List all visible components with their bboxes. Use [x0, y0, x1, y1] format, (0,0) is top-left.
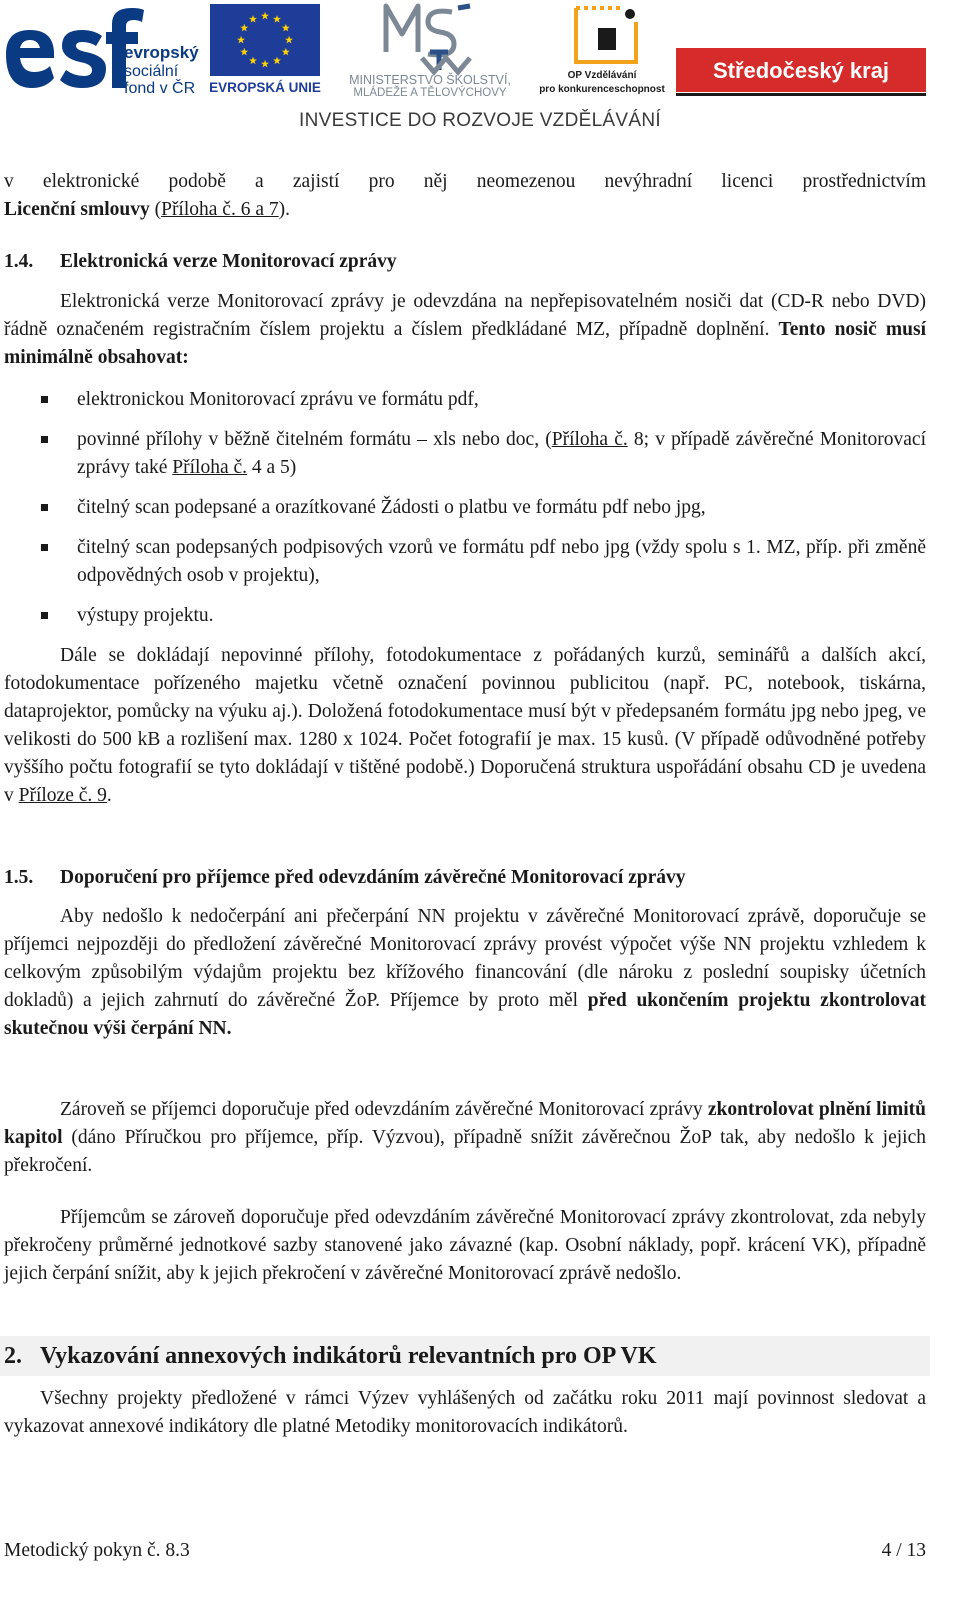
- msmt-label-2: MLÁDEŽE A TĚLOVÝCHOVY: [353, 87, 507, 98]
- section-1-5-number: 1.5.: [4, 867, 34, 888]
- photo-doc-tail: .: [106, 785, 112, 806]
- list-item-text: čitelný scan podepsaných podpisových vzorů ve formátu pdf nebo jpg (vždy spolu s 1. MZ, příp. při změně odpovědných osob v projektu),: [77, 537, 926, 586]
- bullet-square-icon: [41, 396, 48, 403]
- eu-label: EVROPSKÁ UNIE: [209, 80, 321, 95]
- op-vk-label-2: pro konkurenceschopnost: [539, 84, 665, 95]
- section-2-title: Vykazování annexových indikátorů relevantních pro OP VK: [40, 1343, 657, 1369]
- bullet-square-icon: [41, 504, 48, 511]
- list-item-text: povinné přílohy v běžně čitelném formátu – xls nebo doc, (: [77, 429, 552, 450]
- eu-flag-logo: [208, 0, 323, 98]
- intro-paragraph: [4, 168, 926, 224]
- section-1-4-paragraph-2: [4, 642, 926, 810]
- list-item: [4, 386, 926, 414]
- esf-label-3: fond v ČR: [124, 80, 196, 97]
- section-1-4-body: [4, 288, 926, 372]
- page-number: 4 / 13: [881, 1540, 926, 1561]
- photo-doc-text: Dále se dokládají nepovinné přílohy, fotodokumentace z pořádaných kurzů, seminářů a dalších akcí, fotodokumentace pořízeného majetku včetně označení povinnou publicitou (např. PC, notebook, tiskárna, dataprojektor, pomůcky na výuku aj.). Doložená fotodokumentace musí být v předepsaném formátu jpg nebo jpeg, ve velikosti do 500 kB a rozlišení max. 1280 x 1024. Počet fotografií je max. 15 kusů. (V případě odůvodněné potřeby vyššího počtu fotografií se tyto dokládají v tištěné podobě.) Doporučená struktura uspořádání obsahu CD je uvedena v: [4, 645, 926, 806]
- op-vk-logo: [538, 0, 666, 98]
- op-vk-emblem: [598, 28, 616, 50]
- section-1-4-title: Elektronická verze Monitorovací zprávy: [60, 251, 397, 272]
- licence-bold: Licenční smlouvy: [4, 199, 150, 220]
- list-item-text-mid: 8; v případě závěrečné Monitorovací zprávy také: [77, 429, 926, 478]
- list-item: [4, 426, 926, 482]
- list-item-text: čitelný scan podepsané a orazítkované Žádosti o platbu ve formátu pdf nebo jpg,: [77, 497, 706, 518]
- section-1-5-paragraph-2: [4, 1096, 926, 1180]
- attachment-link-8[interactable]: Příloha č.: [551, 429, 628, 450]
- section-1-5-heading: [4, 864, 926, 892]
- limits-tail: (dáno Příručkou pro příjemce, příp. Výzvou), případně snížit závěrečnou ŽoP tak, aby nedošlo k jejich překročení.: [4, 1127, 926, 1176]
- op-vk-dot-icon: [625, 9, 635, 19]
- kraj-label: Středočeský kraj: [712, 58, 890, 83]
- section-1-4-paragraph: [4, 288, 926, 372]
- limits-text: Zároveň se příjemci doporučuje před odevzdáním závěrečné Monitorovací zprávy: [60, 1099, 708, 1120]
- list-item: [4, 534, 926, 590]
- footer-document-title: Metodický pokyn č. 8.3: [4, 1540, 190, 1561]
- esf-label-1: evropský: [124, 43, 199, 62]
- bullet-square-icon: [41, 544, 48, 551]
- attachment-link-9[interactable]: Příloze č. 9: [18, 785, 107, 806]
- section-2-number: 2.: [4, 1343, 22, 1369]
- attachment-link-4-5[interactable]: Příloha č.: [172, 457, 248, 478]
- list-item: [4, 494, 926, 522]
- attachment-list: [4, 386, 926, 630]
- section-2-heading: [4, 1341, 657, 1371]
- msmt-label-1: MINISTERSTVO ŠKOLSTVÍ,: [349, 73, 511, 87]
- section-1-5-paragraph-1: [4, 903, 926, 1043]
- section-1-4-text: Elektronická verze Monitorovací zprávy je odevzdána na nepřepisovatelném nosiči dat (CD-R nebo DVD) řádně označeném registračním číslem projektu a číslem předkládané MZ, případně doplnění.: [4, 291, 926, 340]
- section-2-paragraph: [4, 1385, 926, 1441]
- unit-rates-text: Příjemcům se zároveň doporučuje před odevzdáním závěrečné Monitorovací zprávy zkontrolovat, zda nebyly překročeny průměrné jednotkové sazby stanovené jako závazné (kap. Osobní náklady, popř. krácení VK), případně jejich čerpání snížit, aby k jejich překročení v závěrečné Monitorovací zprávě nedošlo.: [4, 1207, 926, 1284]
- intro-line-1: v elektronické podobě a zajistí pro něj neomezenou nevýhradní licenci prostřednictvím: [4, 171, 926, 192]
- page-footer: [4, 1540, 926, 1562]
- esf-logo: [4, 0, 204, 98]
- section-1-4-heading: [4, 248, 926, 276]
- bullet-square-icon: [41, 612, 48, 619]
- section-1-4-bold: Tento nosič musí minimálně obsahovat:: [4, 319, 927, 368]
- intro-line-2: Licenční smlouvy (Příloha č. 6 a 7).: [4, 199, 290, 220]
- recommendation-bold: před ukončením projektu zkontrolovat skutečnou výši čerpání NN.: [4, 990, 926, 1039]
- op-vk-label-1: OP Vzdělávání: [567, 70, 637, 81]
- bullet-square-icon: [41, 436, 48, 443]
- stredocesky-kraj-logo: [676, 48, 926, 98]
- annex-indicators-text: Všechny projekty předložené v rámci Výzev vyhlášených od začátku roku 2011 mají povinnost sledovat a vykazovat annexové indikátory dle platné Metodiky monitorovacích indikátorů.: [4, 1388, 926, 1437]
- list-item: [4, 602, 926, 630]
- intro-tail: ).: [278, 199, 290, 220]
- msmt-logo: [330, 0, 530, 98]
- list-item-text-tail: 4 a 5): [247, 457, 297, 478]
- recommendation-text: Aby nedošlo k nedočerpání ani přečerpání NN projektu v závěrečné Monitorovací zprávě, doporučuje se příjemci nejpozději do předložení závěrečné Monitorovací zprávy provést výpočet výše NN projektu vzhledem k celkovým způsobilým výdajům projektu bez křížového financování (dle nároku z poslední soupisky účetních dokladů) a jejich zahrnutí do závěrečné ŽoP. Příjemce by proto měl: [4, 906, 926, 1011]
- investice-tagline: INVESTICE DO ROZVOJE VZDĚLÁVÁNÍ: [299, 110, 661, 131]
- esf-label-2: sociální: [124, 63, 179, 80]
- list-item-text: elektronickou Monitorovací zprávu ve formátu pdf,: [77, 389, 479, 410]
- kraj-underline: [676, 93, 926, 96]
- limits-bold: zkontrolovat plnění limitů kapitol: [4, 1099, 926, 1148]
- section-1-4-number: 1.4.: [4, 251, 34, 272]
- section-1-5-title: Doporučení pro příjemce před odevzdáním závěrečné Monitorovací zprávy: [60, 867, 686, 888]
- attachment-link-6-7[interactable]: Příloha č. 6 a 7: [161, 199, 279, 220]
- section-1-5-paragraph-3: [4, 1204, 926, 1288]
- list-item-text: výstupy projektu.: [77, 605, 214, 626]
